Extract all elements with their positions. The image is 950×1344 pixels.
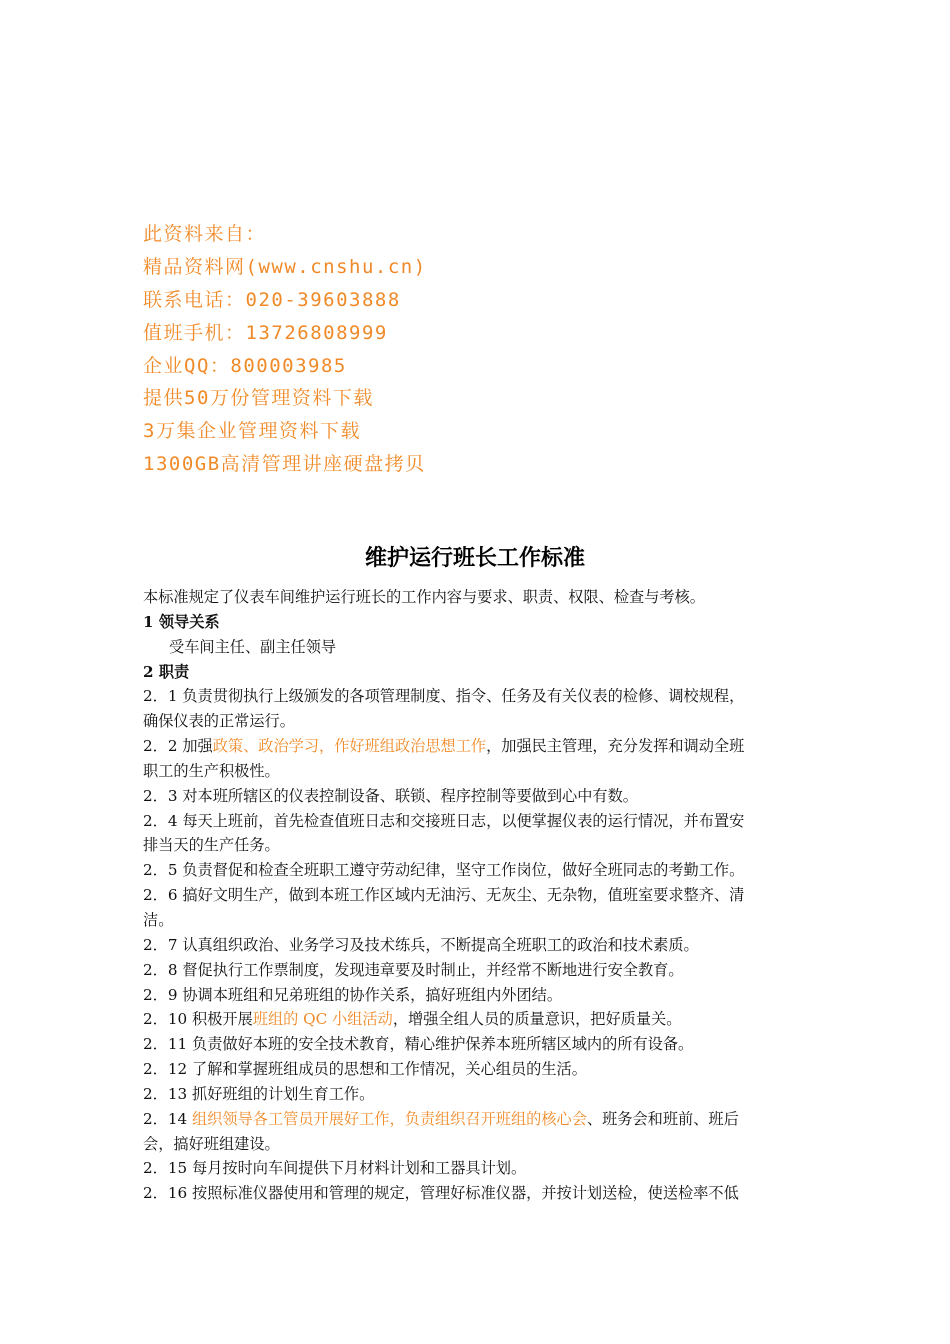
duty-item: 2．16 按照标准仪器使用和管理的规定，管理好标准仪器，并按计划送检，使送检率不低	[143, 1184, 739, 1203]
promo-block	[143, 218, 427, 481]
section-heading: 1 领导关系	[143, 612, 220, 631]
highlighted-text: 组织领导各工管员开展好工作，负责组织召开班组的核心会	[192, 1109, 587, 1128]
duty-item	[143, 1007, 809, 1032]
duty-item-text: ，增强全组人员的质量意识，把好质量关。	[392, 1010, 682, 1029]
promo-collection-line: 3万集企业管理资料下载	[143, 420, 361, 443]
highlighted-text: 班组的 QC 小组活动	[252, 1010, 393, 1029]
promo-source-line: 此资料来自：	[143, 223, 267, 245]
promo-phone-line: 联系电话：020-39603888	[143, 288, 401, 311]
duty-item	[143, 1107, 809, 1132]
duty-item: 2．5 负责督促和检查全班职工遵守劳动纪律，坚守工作岗位，做好全班同志的考勤工作。	[143, 861, 745, 880]
duty-item-text: 2．2 加强	[143, 737, 213, 756]
duty-item: 2．4 每天上班前，首先检查值班日志和交接班日志，以便掌握仪表的运行情况，并布置安	[143, 811, 745, 830]
promo-mobile-line: 值班手机：13726808999	[143, 321, 388, 344]
duty-item: 2．13 抓好班组的计划生育工作。	[143, 1084, 375, 1103]
document-body	[143, 585, 809, 1206]
duty-item: 2．8 督促执行工作票制度，发现违章要及时制止，并经常不断地进行安全教育。	[143, 960, 684, 979]
section-heading: 2 职责	[143, 662, 190, 681]
duty-item-continuation: 会，搞好班组建设。	[143, 1134, 280, 1153]
promo-lecture-line: 1300GB高清管理讲座硬盘拷贝	[143, 453, 426, 476]
duty-item-continuation: 洁。	[143, 910, 174, 929]
duty-item: 2．1 负责贯彻执行上级颁发的各项管理制度、指令、任务及有关仪表的检修、调校规程，	[143, 687, 745, 706]
duty-item-text: 、班务会和班前、班后	[586, 1109, 739, 1128]
duty-item: 2．11 负责做好本班的安全技术教育，精心维护保养本班所辖区域内的所有设备。	[143, 1035, 694, 1054]
highlighted-text: 政策、政治学习，作好班组政治思想工作	[212, 737, 487, 756]
duty-item-text: 2．10 积极开展	[143, 1010, 253, 1029]
section-text: 受车间主任、副主任领导	[169, 637, 337, 656]
duty-item-text: 2．14	[143, 1109, 193, 1128]
duty-item-continuation: 确保仪表的正常运行。	[143, 712, 295, 731]
duty-item: 2．7 认真组织政治、业务学习及技术练兵，不断提高全班职工的政治和技术素质。	[143, 935, 699, 954]
promo-download-line: 提供50万份管理资料下载	[143, 387, 374, 410]
duty-item: 2．9 协调本班组和兄弟班组的协作关系，搞好班组内外团结。	[143, 985, 563, 1004]
promo-qq-line: 企业QQ：800003985	[143, 354, 347, 377]
duty-item: 2．12 了解和掌握班组成员的思想和工作情况，关心组员的生活。	[143, 1060, 587, 1079]
intro-paragraph: 本标准规定了仪表车间维护运行班长的工作内容与要求、职责、权限、检查与考核。	[143, 588, 705, 606]
duty-item: 2．3 对本班所辖区的仪表控制设备、联锁、程序控制等要做到心中有数。	[143, 786, 638, 805]
document-title: 维护运行班长工作标准	[364, 546, 585, 571]
promo-website-line: 精品资料网(www.cnshu.cn)	[143, 255, 427, 278]
duty-item	[143, 734, 809, 759]
duty-item-continuation: 职工的生产积极性。	[143, 761, 280, 780]
duty-item-continuation: 排当天的生产任务。	[143, 836, 280, 855]
duty-item: 2．6 搞好文明生产，做到本班工作区域内无油污、无灰尘、无杂物，值班室要求整齐、清	[143, 886, 745, 905]
duty-item-text: ，加强民主管理，充分发挥和调动全班	[486, 737, 745, 756]
duty-item: 2．15 每月按时向车间提供下月材料计划和工器具计划。	[143, 1159, 527, 1178]
